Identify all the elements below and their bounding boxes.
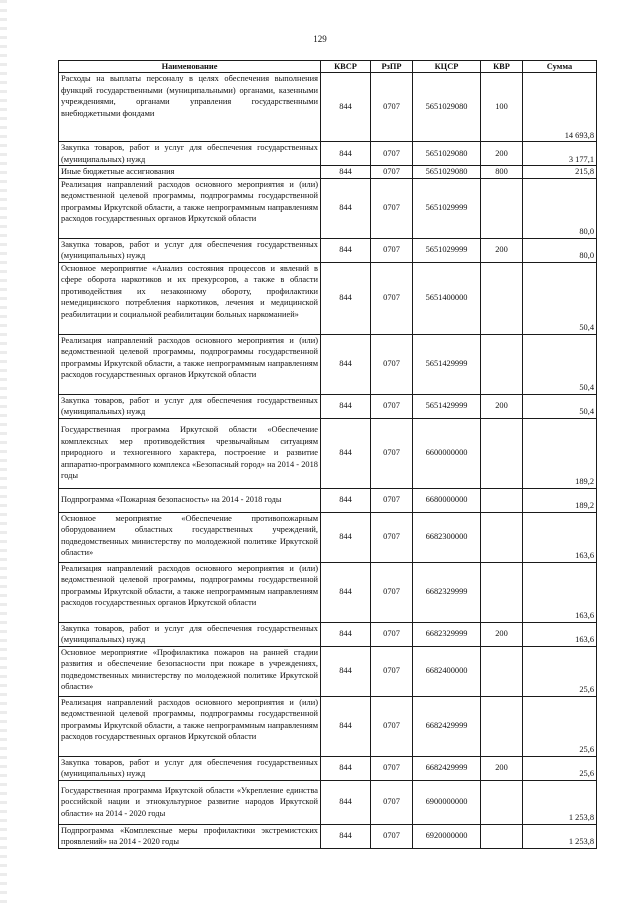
row-kcsr: 5651029080 — [413, 166, 481, 179]
row-rzpr: 0707 — [371, 238, 413, 262]
table-row — [59, 142, 597, 166]
table-row — [59, 696, 597, 756]
row-sum: 25,6 — [523, 696, 597, 756]
row-kcsr: 6900000000 — [413, 780, 481, 824]
row-kvr — [481, 262, 523, 334]
row-kvr — [481, 646, 523, 696]
scan-edge-artifact — [0, 0, 7, 905]
row-kcsr: 5651429999 — [413, 334, 481, 394]
row-sum: 163,6 — [523, 622, 597, 646]
row-rzpr: 0707 — [371, 622, 413, 646]
row-kcsr: 6682400000 — [413, 646, 481, 696]
row-name: Реализация направлений расходов основного мероприятия и (или) ведомственной целевой программы, подпрограммы государственной программы Иркутской области, а также непрограммным направлениям расходов государственных органов Иркутской области — [59, 178, 321, 238]
row-name: Основное мероприятие «Обеспечение противопожарным оборудованием областных государственных учреждений, подведомственных министерству по молодежной политике Иркутской области» — [59, 512, 321, 562]
header-kvr: КВР — [481, 61, 523, 73]
table-row — [59, 780, 597, 824]
row-sum: 25,6 — [523, 646, 597, 696]
row-kvsr: 844 — [321, 824, 371, 848]
budget-table — [58, 60, 597, 849]
table-row — [59, 622, 597, 646]
row-name: Закупка товаров, работ и услуг для обеспечения государственных (муниципальных) нужд — [59, 142, 321, 166]
row-kcsr: 5651029080 — [413, 142, 481, 166]
row-rzpr: 0707 — [371, 780, 413, 824]
row-name: Основное мероприятие «Профилактика пожаров на ранней стадии развития и обеспечение безопасности при пожаре в учреждениях, подведомственных министерству по молодежной политике Иркутской области» — [59, 646, 321, 696]
row-name: Подпрограмма «Комплексные меры профилактики экстремистских проявлений» на 2014 - 2020 годы — [59, 824, 321, 848]
row-kcsr: 6600000000 — [413, 418, 481, 488]
row-rzpr: 0707 — [371, 262, 413, 334]
row-kvsr: 844 — [321, 394, 371, 418]
table-row — [59, 824, 597, 848]
row-kcsr: 6682300000 — [413, 512, 481, 562]
table-header-row — [59, 61, 597, 73]
row-kvsr: 844 — [321, 780, 371, 824]
header-kvsr: КВСР — [321, 61, 371, 73]
row-kcsr: 5651029999 — [413, 238, 481, 262]
row-kvr: 200 — [481, 394, 523, 418]
row-kvr — [481, 512, 523, 562]
row-kvsr: 844 — [321, 142, 371, 166]
row-kcsr: 6920000000 — [413, 824, 481, 848]
row-name: Закупка товаров, работ и услуг для обеспечения государственных (муниципальных) нужд — [59, 394, 321, 418]
row-rzpr: 0707 — [371, 512, 413, 562]
row-kvsr: 844 — [321, 512, 371, 562]
table-row — [59, 646, 597, 696]
row-name: Государственная программа Иркутской области «Укрепление единства российской нации и этнокультурное развитие народов Иркутской области» на 2014 - 2020 годы — [59, 780, 321, 824]
header-rzpr: РзПР — [371, 61, 413, 73]
row-kvr — [481, 334, 523, 394]
row-name: Реализация направлений расходов основного мероприятия и (или) ведомственной целевой программы, подпрограммы государственной программы Иркутской области, а также непрограммным направлениям расходов государственных органов Иркутской области — [59, 696, 321, 756]
row-kcsr: 6682329999 — [413, 562, 481, 622]
table-row — [59, 562, 597, 622]
table-row — [59, 238, 597, 262]
page-number: 129 — [313, 34, 327, 44]
row-kvsr: 844 — [321, 696, 371, 756]
row-sum: 25,6 — [523, 756, 597, 780]
row-name: Закупка товаров, работ и услуг для обеспечения государственных (муниципальных) нужд — [59, 238, 321, 262]
row-sum: 163,6 — [523, 512, 597, 562]
row-rzpr: 0707 — [371, 166, 413, 179]
row-sum: 50,4 — [523, 334, 597, 394]
table-row — [59, 418, 597, 488]
row-rzpr: 0707 — [371, 334, 413, 394]
row-kvr — [481, 562, 523, 622]
header-name: Наименование — [59, 61, 321, 73]
row-name: Закупка товаров, работ и услуг для обеспечения государственных (муниципальных) нужд — [59, 756, 321, 780]
header-sum: Сумма — [523, 61, 597, 73]
table-row — [59, 334, 597, 394]
row-name: Закупка товаров, работ и услуг для обеспечения государственных (муниципальных) нужд — [59, 622, 321, 646]
row-kcsr: 5651029999 — [413, 178, 481, 238]
row-rzpr: 0707 — [371, 418, 413, 488]
row-kcsr: 6682429999 — [413, 696, 481, 756]
row-kvr — [481, 696, 523, 756]
row-name: Реализация направлений расходов основного мероприятия и (или) ведомственной целевой программы, подпрограммы государственной программы Иркутской области, а также непрограммным направлениям расходов государственных органов Иркутской области — [59, 562, 321, 622]
row-kvr: 200 — [481, 622, 523, 646]
table-row — [59, 178, 597, 238]
row-kvr — [481, 780, 523, 824]
row-sum: 50,4 — [523, 262, 597, 334]
row-kvr: 800 — [481, 166, 523, 179]
table-row — [59, 262, 597, 334]
row-rzpr: 0707 — [371, 178, 413, 238]
row-kvsr: 844 — [321, 418, 371, 488]
row-kcsr: 5651029080 — [413, 73, 481, 142]
table-row — [59, 166, 597, 179]
row-kvr — [481, 824, 523, 848]
row-name: Основное мероприятие «Анализ состояния процессов и явлений в сфере оборота наркотиков и их прекурсоров, а также в области противодействия их незаконному обороту, профилактики немедицинского потребления наркотиков, лечения и медицинской реабилитации и социальной реабилитации больных наркоманией» — [59, 262, 321, 334]
table-row — [59, 394, 597, 418]
row-kvsr: 844 — [321, 488, 371, 512]
row-kvr — [481, 418, 523, 488]
row-rzpr: 0707 — [371, 824, 413, 848]
row-sum: 80,0 — [523, 238, 597, 262]
row-rzpr: 0707 — [371, 142, 413, 166]
row-kvr: 200 — [481, 238, 523, 262]
row-kcsr: 5651400000 — [413, 262, 481, 334]
row-kvsr: 844 — [321, 166, 371, 179]
row-sum: 1 253,8 — [523, 824, 597, 848]
table-row — [59, 512, 597, 562]
row-sum: 189,2 — [523, 488, 597, 512]
row-sum: 1 253,8 — [523, 780, 597, 824]
table-row — [59, 73, 597, 142]
row-rzpr: 0707 — [371, 646, 413, 696]
row-kvsr: 844 — [321, 73, 371, 142]
row-name: Реализация направлений расходов основного мероприятия и (или) ведомственной целевой программы, подпрограммы государственной программы Иркутской области, а также непрограммным направлениям расходов государственных органов Иркутской области — [59, 334, 321, 394]
header-kcsr: КЦСР — [413, 61, 481, 73]
row-kvsr: 844 — [321, 178, 371, 238]
row-kcsr: 5651429999 — [413, 394, 481, 418]
row-rzpr: 0707 — [371, 696, 413, 756]
row-kcsr: 6682329999 — [413, 622, 481, 646]
table-row — [59, 488, 597, 512]
row-kvr: 200 — [481, 756, 523, 780]
row-name: Расходы на выплаты персоналу в целях обеспечения выполнения функций государственными (муниципальными) органами, казенными учреждениями, органами управления государственными внебюджетными фондами — [59, 73, 321, 142]
row-sum: 14 693,8 — [523, 73, 597, 142]
row-name: Подпрограмма «Пожарная безопасность» на 2014 - 2018 годы — [59, 488, 321, 512]
row-rzpr: 0707 — [371, 562, 413, 622]
row-kvsr: 844 — [321, 238, 371, 262]
row-rzpr: 0707 — [371, 394, 413, 418]
row-kvsr: 844 — [321, 262, 371, 334]
row-kvsr: 844 — [321, 622, 371, 646]
row-kvsr: 844 — [321, 334, 371, 394]
row-kvr — [481, 178, 523, 238]
row-kvsr: 844 — [321, 646, 371, 696]
row-kvsr: 844 — [321, 756, 371, 780]
row-sum: 3 177,1 — [523, 142, 597, 166]
row-sum: 189,2 — [523, 418, 597, 488]
row-kcsr: 6680000000 — [413, 488, 481, 512]
row-name: Государственная программа Иркутской области «Обеспечение комплексных мер противодействия чрезвычайным ситуациям природного и техногенного характера, построение и развитие аппаратно-программного комплекса «Безопасный город» на 2014 - 2018 годы — [59, 418, 321, 488]
table-row — [59, 756, 597, 780]
row-sum: 215,8 — [523, 166, 597, 179]
row-sum: 50,4 — [523, 394, 597, 418]
row-kvr: 100 — [481, 73, 523, 142]
row-rzpr: 0707 — [371, 488, 413, 512]
row-rzpr: 0707 — [371, 73, 413, 142]
row-kvr: 200 — [481, 142, 523, 166]
row-kvr — [481, 488, 523, 512]
row-kcsr: 6682429999 — [413, 756, 481, 780]
row-kvsr: 844 — [321, 562, 371, 622]
row-name: Иные бюджетные ассигнования — [59, 166, 321, 179]
row-sum: 163,6 — [523, 562, 597, 622]
row-rzpr: 0707 — [371, 756, 413, 780]
row-sum: 80,0 — [523, 178, 597, 238]
